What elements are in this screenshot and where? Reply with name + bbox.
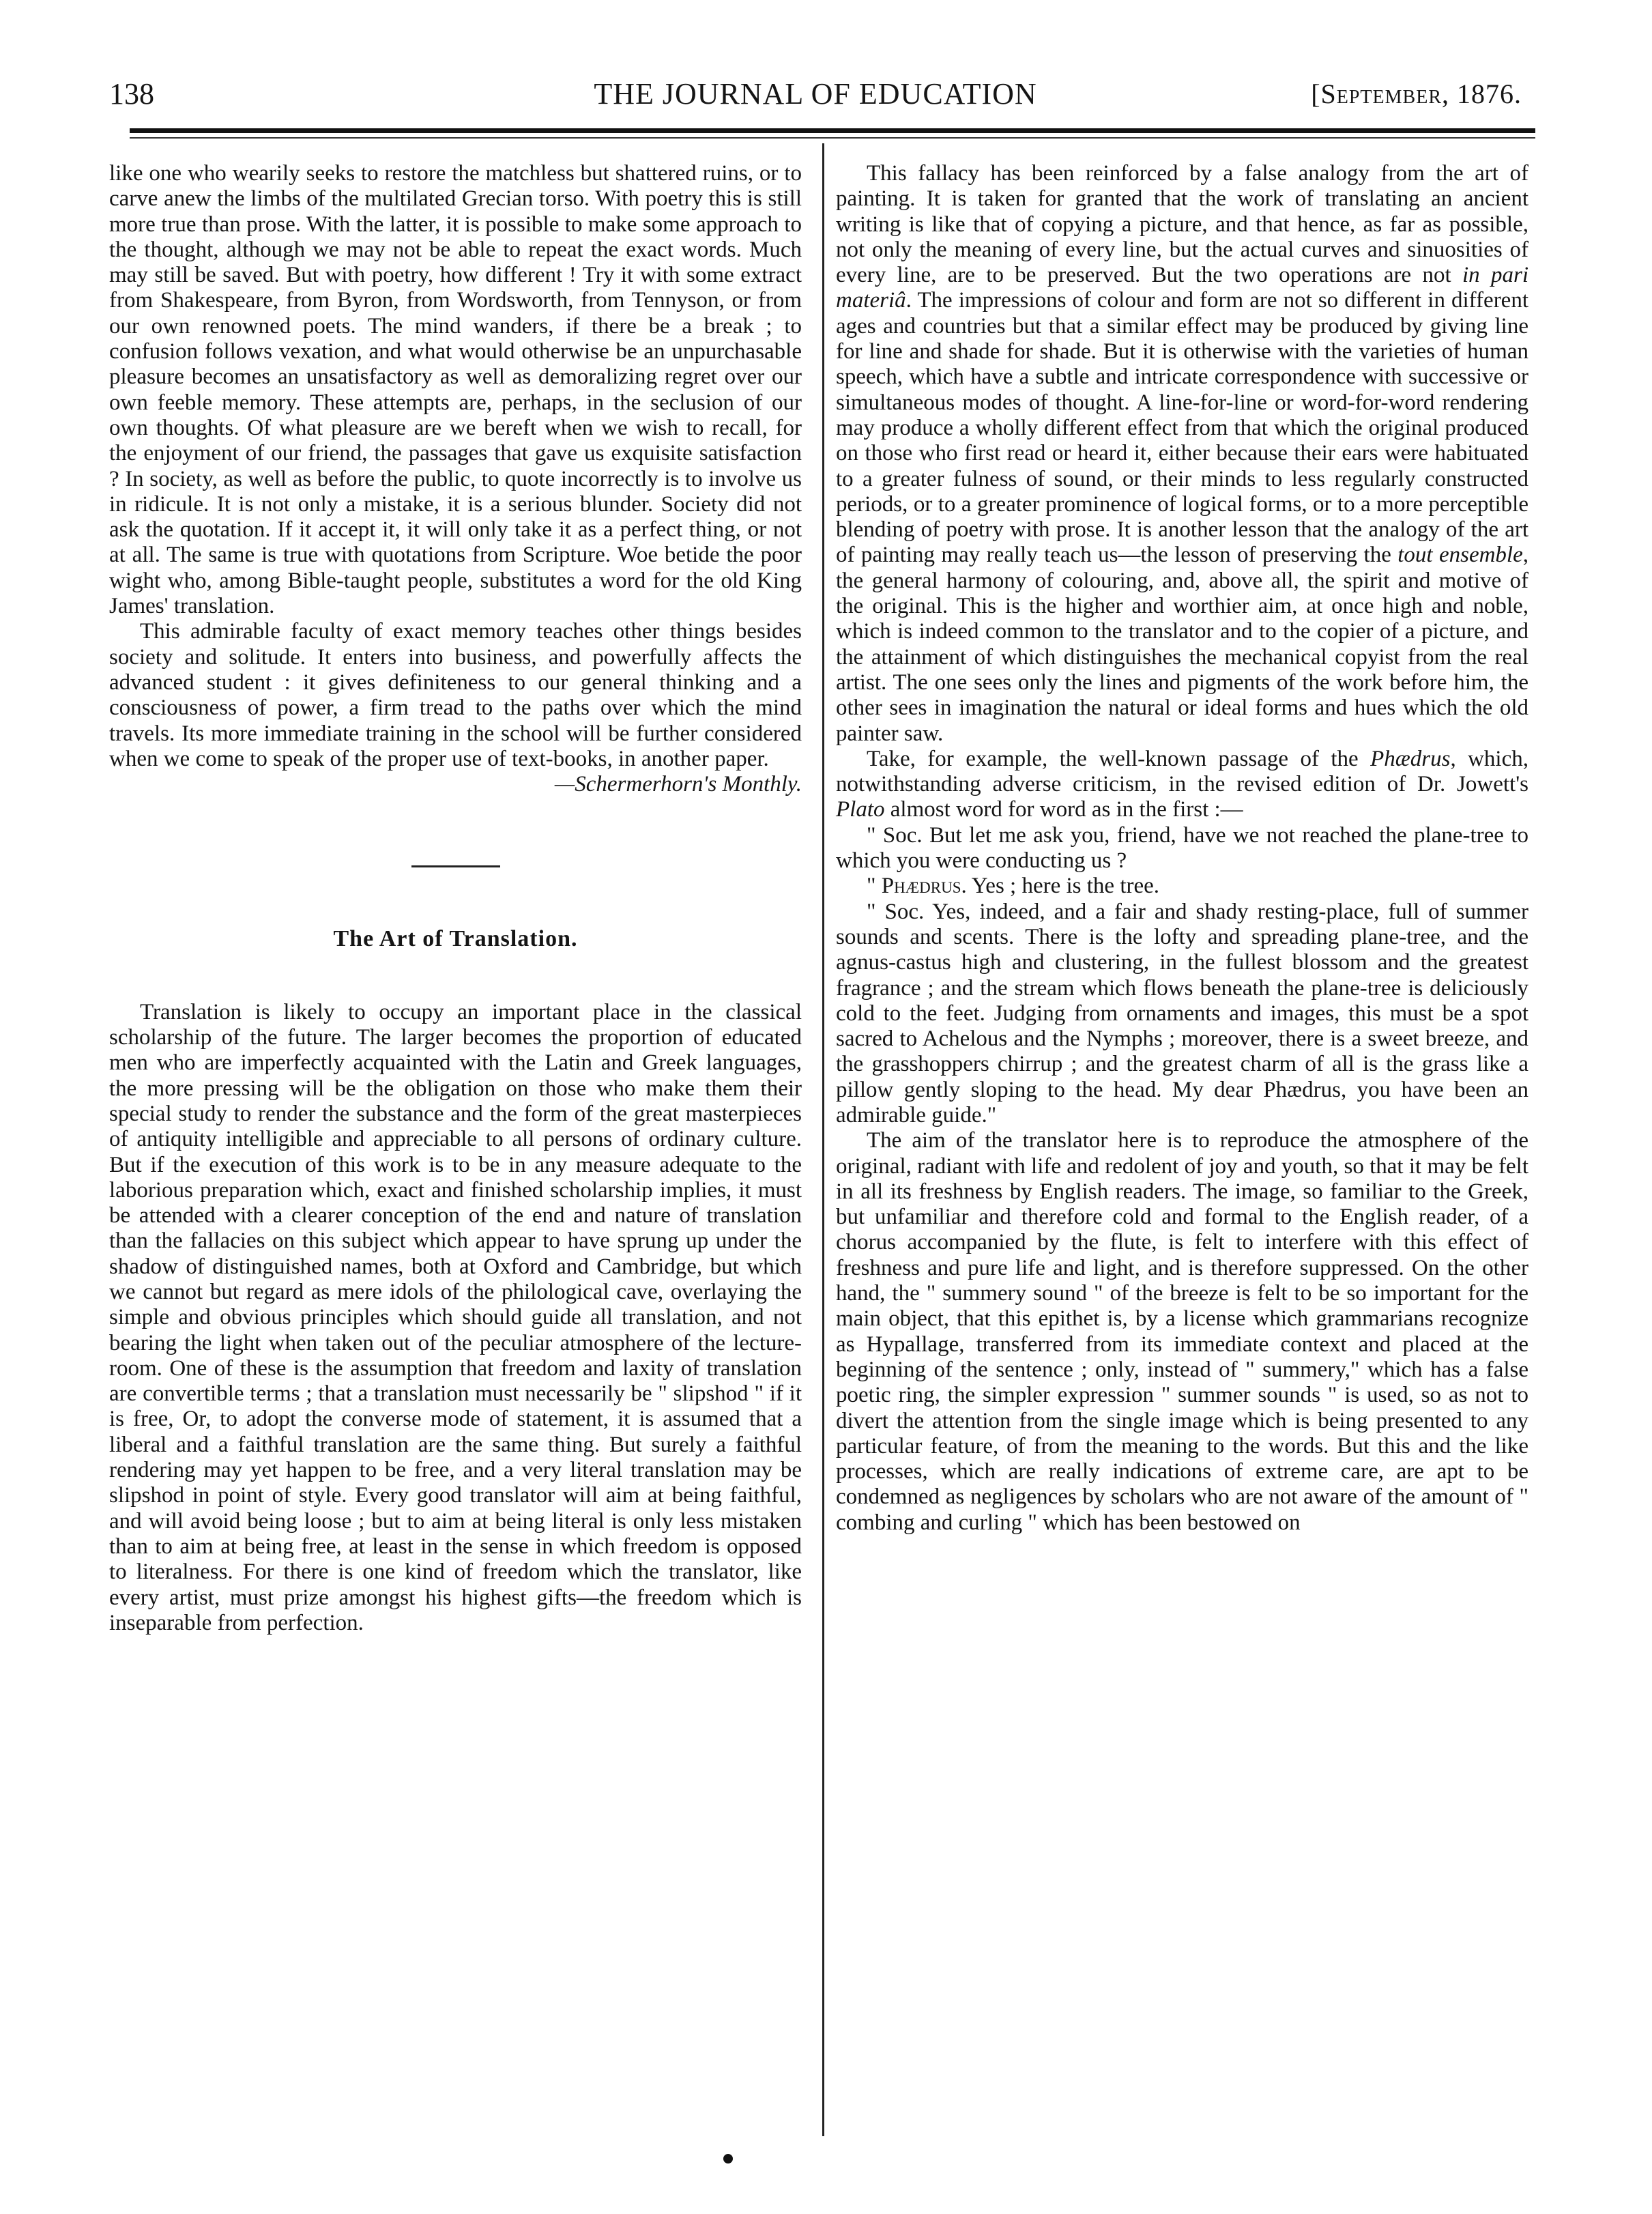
journal-title: THE JOURNAL OF EDUCATION <box>594 77 1037 111</box>
text-run: , which, notwithstanding adverse criticism, in the revised edition of Dr. Jowett's <box>836 746 1528 797</box>
right-column <box>836 161 1528 1536</box>
quote-paragraph: " Soc. But let me ask you, friend, have we not reached the plane-tree to which you were conducting us ? <box>836 822 1528 874</box>
paragraph <box>836 747 1528 823</box>
italic-phrase: in pari materiâ <box>836 263 1528 313</box>
quote-paragraph: " Soc. Yes, indeed, and a fair and shady resting-place, full of summer sounds and scents. There is the lofty and spreading plane-tree, and the agnus-castus high and clustering, in the fullest blossom and the greatest fragrance ; and the stream which flows beneath the plane-tree is deliciously cold to the feet. Judging from ornaments and images, this must be a spot sacred to Achelous and the Nymphs ; moreover, there is a sweet breeze, and the grasshoppers chirrup ; and the greatest charm of all is the grass like a pillow gently sloping to the head. My dear Phædrus, you have been an admirable guide." <box>836 899 1528 1127</box>
paragraph: The aim of the translator here is to reproduce the atmosphere of the original, radiant with life and redolent of joy and youth, so that it may be felt in all its freshness by English readers. The image, so familiar to the Greek, but unfamiliar and therefore cold and formal to the English reader, of a chorus accompanied by the flute, is felt to interfere with this effect of freshness and pure life and light, and is therefore suppressed. On the other hand, the " summery sound " of the breeze is felt to be so important for the main object, that this epithet is, by a license which grammarians recognize as Hypallage, transferred from its immediate context and placed at the beginning of the sentence ; only, instead of " summery," which has a false poetic ring, the simpler expression " summer sounds " is used, so as not to divert the attention from the single image which is being presented to any particular feature, of from the meaning to the words. But this and the like processes, which are really indications of extreme care, are apt to be condemned as negligences by scholars who are not aware of the amount of " combing and curling " which has been bestowed on <box>836 1128 1528 1535</box>
italic-phrase: Phædrus <box>1370 746 1451 771</box>
speaker-name: " Phædrus. <box>867 874 967 899</box>
italic-phrase: Plato <box>836 797 885 822</box>
left-column <box>109 161 802 1636</box>
paragraph: Translation is likely to occupy an important place in the classical scholarship of the future. The larger becomes the proportion of educated men who are imperfectly acquainted with the Latin and Greek languages, the more pressing will be the obligation on those who make them their special study to render the substance and the form of the great masterpieces of antiquity intelligible and appreciable to all persons of ordinary culture. But if the execution of this work is to be in any measure adequate to the laborious preparation which, exact and finished scholarship implies, it must be attended with a clearer conception of the end and nature of translation than the fallacies on this subject which appear to have sprung up under the shadow of distinguished names, both at Oxford and Cambridge, but which we cannot but regard as mere idols of the philological cave, overlaying the simple and obvious principles which should guide all translation, and not bearing the light when taken out of the peculiar atmosphere of the lecture-room. One of these is the assumption that freedom and laxity of translation are convertible terms ; that a translation must necessarily be " slipshod " if it is free, Or, to adopt the converse mode of statement, it is assumed that a liberal and a faithful translation are the same thing. But surely a faithful rendering may yet happen to be free, and a very literal translation may be slipshod in point of style. Every good translator will aim at being faithful, and will avoid being loose ; but to aim at being literal is only less mistaken than to aim at being free, at least in the sense in which freedom is opposed to literalness. For there is one kind of freedom which the translator, like every artist, must prize amongst his highest gifts—the freedom which is inseparable from perfection. <box>109 999 802 1635</box>
text-run: This fallacy has been reinforced by a false analogy from the art of painting. It is taken for granted that the work of translating an ancient writing is like that of copying a picture, and that hence, as far as possible, not only the meaning of every line, but the actual curves and sinuosities of every line, are to be preserved. But the two operations are not <box>836 161 1528 288</box>
italic-phrase: tout ensemble <box>1397 543 1523 568</box>
ink-dot <box>723 2154 733 2163</box>
issue-date: [September, 1876. <box>1311 78 1522 109</box>
page-number: 138 <box>109 77 154 111</box>
text-run: almost word for word as in the first :— <box>884 797 1243 822</box>
paragraph: This admirable faculty of exact memory teaches other things besides society and solitude. It enters into business, and powerfully affects the advanced student : it gives definiteness to our general thinking and a consciousness of power, a firm tread to the paths over which the mind travels. Its more immediate training in the school will be further considered when we come to speak of the proper use of text-books, in another paper. <box>109 619 802 771</box>
attribution: —Schermerhorn's Monthly. <box>554 772 802 797</box>
page-header <box>109 75 1522 116</box>
article-separator <box>411 865 500 867</box>
text-run: Yes ; here is the tree. <box>966 874 1160 899</box>
paragraph: like one who wearily seeks to restore the matchless but shattered ruins, or to carve anew the limbs of the multilated Grecian torso. With poetry this is still more true than prose. With the latter, it is possible to make some approach to the thought, although we may not be able to repeat the exact words. Much may still be saved. But with poetry, how different ! Try it with some extract from Shakespeare, from Byron, from Wordsworth, from Tennyson, or from our own renowned poets. The mind wanders, if there be a break ; to confusion follows vexation, and what would otherwise be an unpurchasable pleasure becomes an unsatisfactory as well as demoralizing regret over our own feeble memory. These attempts are, perhaps, in the seclusion of our own thoughts. Of what pleasure are we bereft when we wish to recall, for the enjoyment of our friend, the passages that gave us exquisite satisfaction ? In society, as well as before the public, to quote incorrectly is to involve us in ridicule. It is not only a mistake, it is a serious blunder. Society did not ask the quotation. If it accept it, it will only take it as a perfect thing, or not at all. The same is true with quotations from Scripture. Woe betide the poor wight who, among Bible-taught people, substitutes a word for the old King James' translation. <box>109 161 802 619</box>
text-run: Take, for example, the well-known passage of the <box>867 746 1371 771</box>
header-rule-thin <box>130 137 1535 139</box>
text-run: . The impressions of colour and form are not so different in different ages and countries but that a similar effect may be produced by giving line for line and shade for shade. But it is otherwise with the varieties of human speech, which have a subtle and intricate correspondence with successive or simultaneous modes of thought. A line-for-line or word-for-word rendering may produce a wholly different effect from that which the original produced on those who first read or heard it, either because their ears were habituated to a greater fulness of sound, or their minds to less regularly constructed periods, or to a greater prominence of logical forms, or to a more perceptible blending of poetry with prose. It is another lesson that the analogy of the art of painting may really teach us—the lesson of preserving the <box>836 288 1528 568</box>
text-run: , the general harmony of colouring, and, above all, the spirit and motive of the original. This is the higher and worthier aim, at once high and noble, which is indeed common to the translator and to the copier of a picture, and the attainment of which distinguishes the mechanical copyist from the real artist. The one sees only the lines and pigments of the work before him, the other sees in imagination the natural or ideal forms and hues which the old painter saw. <box>836 543 1529 746</box>
paragraph <box>836 161 1528 747</box>
quote-paragraph <box>836 874 1528 899</box>
column-divider <box>822 143 824 2136</box>
section-title: The Art of Translation. <box>333 926 578 952</box>
header-rule-thick <box>130 128 1535 133</box>
